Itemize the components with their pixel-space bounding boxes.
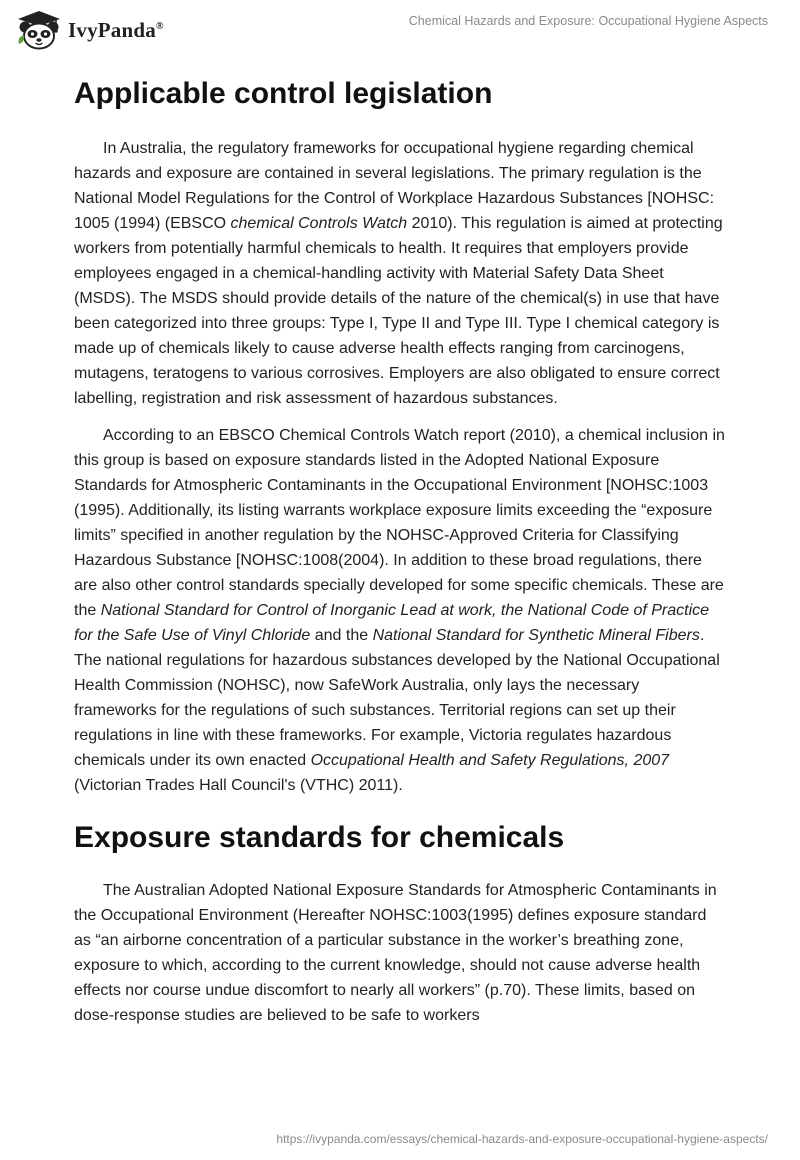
brand-name: IvyPanda® xyxy=(68,17,164,42)
paragraph: In Australia, the regulatory frameworks for occupational hygiene regarding chemical hazards and exposure are contained in several legislations. The primary regulation is the National Model Regulations for the Control of Workplace Hazardous Substances [NOHSC: 1005 (1994) (EBSCO chemical Controls Watch 2010). This regulation is aimed at protecting workers from potentially harmful chemicals to health. It requires that employers provide employees engaged in a chemical-handling activity with Material Safety Data Sheet (MSDS). The MSDS should provide details of the nature of the chemical(s) in use that have been categorized into three groups: Type I, Type II and Type III. Type I chemical category is made up of chemicals likely to cause adverse health effects ranging from carcinogens, mutagens, teratogens to various corrosives. Employers are also obligated to ensure correct labelling, registration and risk assessment of hazardous substances. xyxy=(74,140,723,407)
paragraph: The Australian Adopted National Exposure Standards for Atmospheric Contaminants in the Occupational Environment (Hereafter NOHSC:1003(1995) defines exposure standard as “an airborne concentration of a particular substance in the worker’s breathing zone, exposure to which, according to the current knowledge, should not cause adverse health effects nor course undue discomfort to nearly all workers” (p.70). These limits, based on dose-response studies are believed to be safe to workers xyxy=(74,882,717,1024)
running-title: Chemical Hazards and Exposure: Occupational Hygiene Aspects xyxy=(408,14,768,28)
article-body xyxy=(74,70,726,1040)
panda-logo-icon xyxy=(16,10,62,50)
section-heading: Applicable control legislation xyxy=(74,77,493,110)
paragraph: According to an EBSCO Chemical Controls Watch report (2010), a chemical inclusion in this group is based on exposure standards listed in the Adopted National Exposure Standards for Atmospheric Contaminants in the Occupational Environment [NOHSC:1003 (1995). Additionally, its listing warrants workplace exposure limits exceeding the “exposure limits” specified in another regulation by the NOHSC-Approved Criteria for Classifying Hazardous Substance [NOHSC:1008(2004). In addition to these broad regulations, there are also other control standards specially developed for some specific chemicals. These are the National Standard for Control of Inorganic Lead at work, the National Code of Practice for the Safe Use of Vinyl Chloride and the National Standard for Synthetic Mineral Fibers. The national regulations for hazardous substances developed by the National Occupational Health Commission (NOHSC), now SafeWork Australia, only lays the necessary frameworks for the regulations of such substances. Territorial regions can set up their regulations in line with these frameworks. For example, Victoria regulates hazardous chemicals under its own enacted Occupational Health and Safety Regulations, 2007 (Victorian Trades Hall Council's (VTHC) 2011). xyxy=(74,427,725,794)
page-header xyxy=(0,0,800,60)
source-url[interactable]: https://ivypanda.com/essays/chemical-hazards-and-exposure-occupational-hygiene-aspects/ xyxy=(276,1132,768,1146)
ivypanda-logo[interactable] xyxy=(16,10,164,50)
registered-mark: ® xyxy=(155,20,164,32)
section-heading: Exposure standards for chemicals xyxy=(74,821,565,854)
